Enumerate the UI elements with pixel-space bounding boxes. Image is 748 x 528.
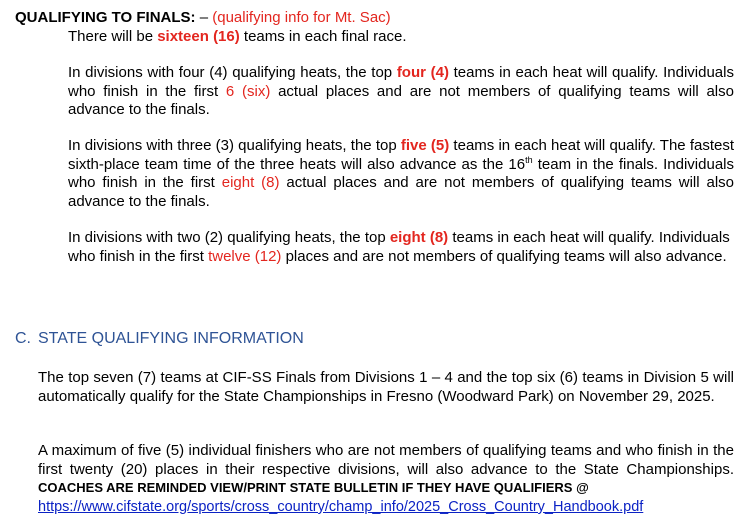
two-heats-emphasis-teams: eight (8) [389,229,449,246]
three-heats-emphasis-places: eight (8) [221,174,280,192]
two-heats-text-2: teams in each heat will qualify. Individuals who finish in the first [68,229,730,265]
qualifying-title: QUALIFYING TO FINALS: [15,9,196,26]
three-heats-text-4: actual places and are not members of qualifying teams will also advance to the finals. [68,174,734,210]
intro-text-post: teams in each final race. [239,28,407,45]
intro-emphasis: sixteen (16) [157,28,240,45]
ordinal-superscript: th [525,154,533,165]
coaches-reminder: COACHES ARE REMINDED VIEW/PRINT STATE BULLETIN IF THEY HAVE QUALIFIERS @ [38,480,589,496]
two-heats-emphasis-places: twelve (12) [208,247,282,265]
individual-finishers-text: A maximum of five (5) individual finishers who are not members of qualifying teams and who finish in the first twenty (20) places in their respective divisions, will also advance to the State Championships. [38,442,734,478]
two-heats-text-1: In divisions with two (2) qualifying heats, the top [68,229,390,246]
three-heats-text-1: In divisions with three (3) qualifying heats, the top [68,137,401,154]
two-heats-paragraph [68,229,734,266]
four-heats-text-2: teams in each heat will qualify. Individuals who finish in the first [68,64,734,100]
heading-note: (qualifying info for Mt. Sac) [212,9,391,26]
state-qualifying-paragraph: The top seven (7) teams at CIF-SS Finals from Divisions 1 – 4 and the top six (6) teams in Division 5 will automatically qualify for the State Championships in Fresno (Woodward Park) on November 29, 2025. [38,369,734,405]
four-heats-text-3: actual places and are not members of qualifying teams will also advance to the finals. [68,82,734,119]
qualifying-heading [15,9,391,28]
two-heats-text-3: places and are not members of qualifying teams will also advance. [281,247,727,265]
four-heats-text-1: In divisions with four (4) qualifying heats, the top [68,64,397,81]
individual-finishers-paragraph [38,442,734,516]
four-heats-emphasis-teams: four (4) [396,64,449,81]
three-heats-paragraph [68,137,734,211]
section-c-heading [15,330,304,349]
three-heats-emphasis-teams: five (5) [400,137,450,154]
three-heats-text-3: team in the finals. Individuals who finish in the first [68,155,734,192]
four-heats-paragraph [68,64,734,120]
state-bulletin-link[interactable]: https://www.cifstate.org/sports/cross_country/champ_info/2025_Cross_Country_Handbook.pdf [38,498,644,515]
section-letter: C. [15,330,31,347]
four-heats-emphasis-places: 6 (six) [225,82,271,100]
three-heats-text-2: teams in each heat will qualify. The fastest sixth-place team time of the three heats will also advance as the 16 [68,137,734,173]
intro-text-pre: There will be [68,28,158,45]
section-title: STATE QUALIFYING INFORMATION [38,330,304,347]
intro-paragraph [68,28,407,47]
heading-dash: – [195,9,213,26]
